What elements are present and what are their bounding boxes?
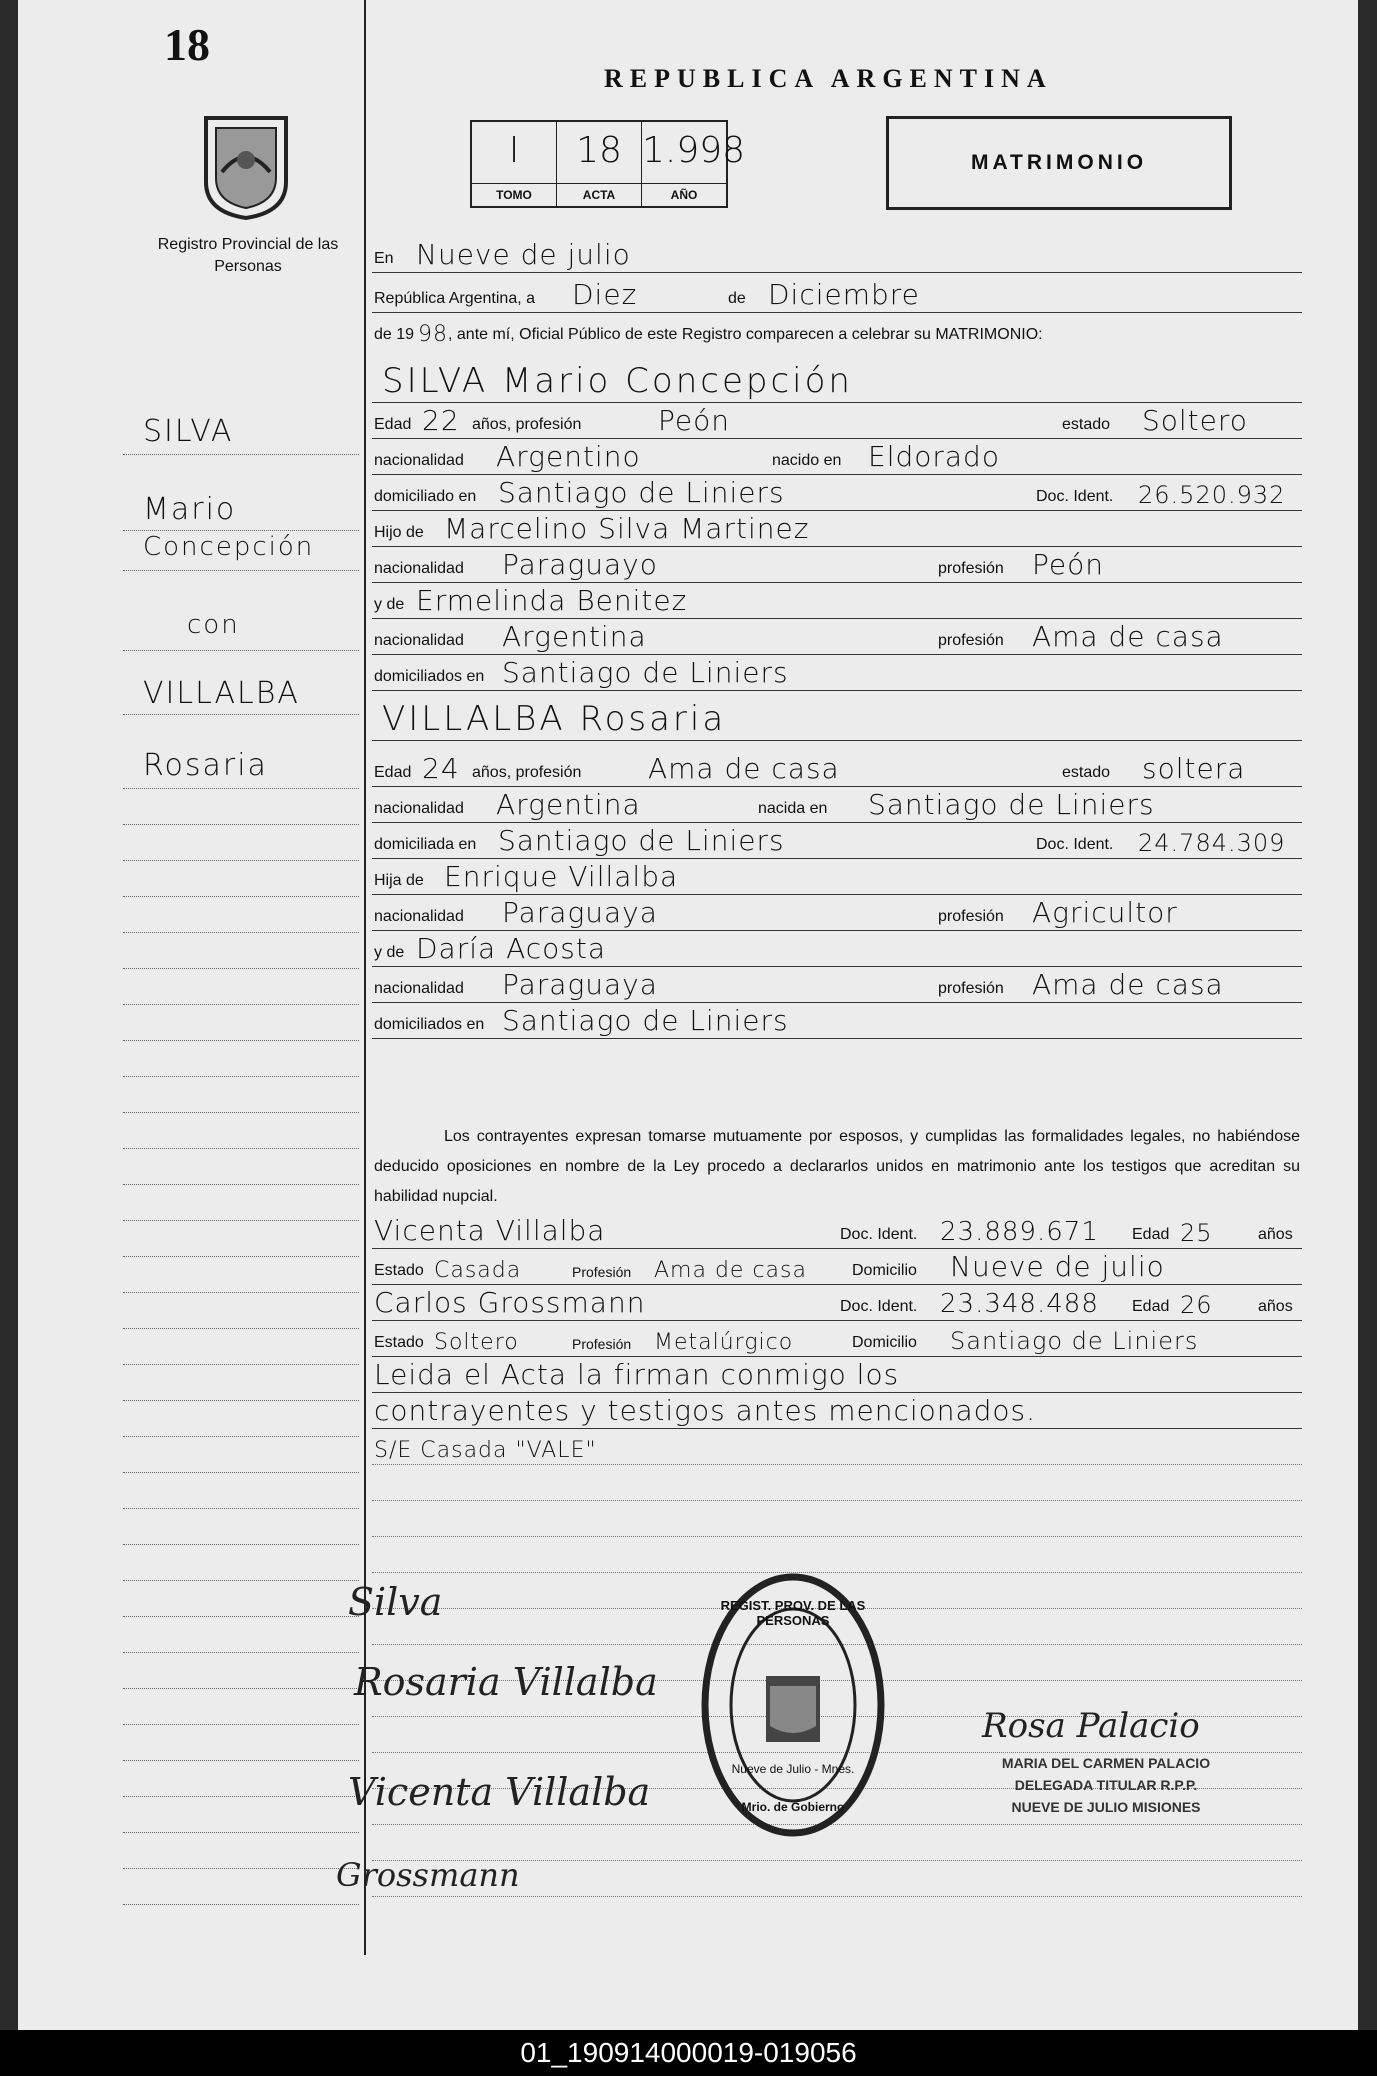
- anos-profesion-label: años, profesión: [472, 764, 582, 781]
- estado-label: Estado: [374, 1262, 424, 1279]
- bride-father-row: [372, 858, 1302, 895]
- registry-label: Registro Provincial de las Personas: [157, 236, 339, 275]
- margin-name: Concepción: [143, 532, 315, 562]
- nacido-label: nacido en: [772, 452, 842, 469]
- witness2-age: 26: [1180, 1291, 1213, 1319]
- margin-line: [123, 1364, 359, 1365]
- officer-name: MARIA DEL CARMEN PALACIO: [1001, 1755, 1211, 1771]
- yde-label: y de: [374, 944, 405, 961]
- margin-name: VILLALBA: [143, 676, 300, 711]
- doc-label: Doc. Ident.: [840, 1298, 918, 1315]
- margin-line: [123, 1256, 359, 1257]
- groom-doc: 26.520.932: [1138, 481, 1286, 509]
- provincial-crest-icon: [196, 112, 296, 222]
- acta-label: ACTA: [557, 183, 641, 206]
- edad-label: Edad: [374, 416, 412, 433]
- groom-name: SILVA Mario Concepción: [382, 361, 853, 401]
- bride-status: soltera: [1142, 752, 1246, 785]
- bride-age: 24: [422, 752, 460, 785]
- bride-mother-profession: Ama de casa: [1032, 968, 1224, 1001]
- groom-father-profession: Peón: [1032, 548, 1104, 581]
- witness2-profession: Metalúrgico: [654, 1330, 794, 1355]
- day-value: Diez: [572, 278, 638, 311]
- date-row: [372, 276, 1302, 313]
- year-label: de 19: [374, 326, 415, 343]
- margin-line: [123, 1184, 359, 1185]
- officer-title: DELEGADA TITULAR R.P.P.: [1014, 1777, 1198, 1793]
- witness2-doc: 23.348.488: [940, 1289, 1099, 1319]
- witness1-row: [372, 1212, 1302, 1249]
- groom-address: Santiago de Liniers: [498, 476, 785, 509]
- doc-label: Doc. Ident.: [1036, 488, 1114, 505]
- margin-line: [123, 1616, 359, 1617]
- witness2-detail-row: [372, 1320, 1302, 1357]
- groom-mother-detail-row: [372, 618, 1302, 655]
- witness2-status: Soltero: [434, 1330, 519, 1355]
- margin-line: [123, 454, 359, 455]
- groom-parents-address: Santiago de Liniers: [502, 656, 789, 689]
- nacionalidad-label: nacionalidad: [374, 560, 464, 577]
- bride-mother-detail-row: [372, 966, 1302, 1003]
- act-type-box: MATRIMONIO: [886, 116, 1232, 210]
- bride-birthplace: Santiago de Liniers: [868, 788, 1155, 821]
- margin-line: [123, 714, 359, 715]
- margin-line: [123, 1436, 359, 1437]
- groom-profession: Peón: [658, 404, 730, 437]
- domiciliados-label: domiciliados en: [374, 1016, 485, 1033]
- margin-line: [123, 1580, 359, 1581]
- margin-line: [123, 932, 359, 933]
- bride-address: Santiago de Liniers: [498, 824, 785, 857]
- bride-name-row: [372, 692, 1302, 741]
- margin-name: Mario: [143, 492, 237, 527]
- header-title: REPUBLICA ARGENTINA: [604, 64, 1053, 93]
- groom-mother: Ermelinda Benitez: [416, 584, 688, 617]
- bride-mother: Daría Acosta: [416, 932, 606, 965]
- month-value: Diciembre: [768, 278, 920, 311]
- nacionalidad-label: nacionalidad: [374, 632, 464, 649]
- groom-birthplace: Eldorado: [868, 440, 1000, 473]
- closing-row: [372, 1356, 1302, 1393]
- groom-name-row: [372, 358, 1302, 403]
- closing-row: [372, 1392, 1302, 1429]
- groom-father-nationality: Paraguayo: [502, 548, 658, 581]
- bride-nationality: Argentina: [496, 788, 641, 821]
- margin-line: [123, 1292, 359, 1293]
- de-label: de: [728, 290, 746, 307]
- estado-label: Estado: [374, 1334, 424, 1351]
- groom-age: 22: [422, 404, 460, 437]
- yde-label: y de: [374, 596, 405, 613]
- edad-label: Edad: [374, 764, 412, 781]
- seal-bottom-text: Mrio. de Gobierno: [741, 1800, 845, 1814]
- domiciliado-label: domiciliado en: [374, 488, 477, 505]
- witness1-doc: 23.889.671: [940, 1217, 1099, 1247]
- nacionalidad-label: nacionalidad: [374, 452, 464, 469]
- profesion-label: profesión: [938, 632, 1004, 649]
- anos-label: años: [1258, 1226, 1293, 1243]
- witness1-address: Nueve de julio: [950, 1250, 1165, 1283]
- estado-label: estado: [1062, 416, 1111, 433]
- profesion-label: profesión: [938, 980, 1004, 997]
- tomo-cell: [472, 122, 557, 206]
- margin-line: [123, 896, 359, 897]
- groom-father-detail-row: [372, 546, 1302, 583]
- margin-line: [123, 824, 359, 825]
- profesion-label: Profesión: [572, 1264, 632, 1280]
- witness1-signature: Vicenta Villalba: [348, 1770, 651, 1814]
- margin-name: SILVA: [143, 414, 234, 449]
- closing-line: Leida el Acta la firman conmigo los: [374, 1358, 900, 1391]
- hijo-label: Hijo de: [374, 524, 424, 541]
- margin-line: [123, 1076, 359, 1077]
- groom-mother-row: [372, 582, 1302, 619]
- ano-cell: [642, 122, 746, 206]
- margin-line: [123, 1544, 359, 1545]
- margin-line: [123, 860, 359, 861]
- margin-line: [123, 1472, 359, 1473]
- profesion-label: profesión: [938, 908, 1004, 925]
- officer-stamp: [946, 1752, 1266, 1818]
- margin-line: [123, 1040, 359, 1041]
- nacionalidad-label: nacionalidad: [374, 800, 464, 817]
- edad-label: Edad: [1132, 1298, 1170, 1315]
- declaration-text: Los contrayentes expresan tomarse mutuamente por esposos, y cumplidas las formalidades legales, no habiéndose deducido oposiciones en nombre de la Ley procedo a declararlos unidos en matrimonio ante los testigos que acreditan su habilidad nupcial.: [374, 1128, 1300, 1205]
- closing-line: contrayentes y testigos antes mencionados.: [374, 1394, 1037, 1427]
- officer-place: NUEVE DE JULIO MISIONES: [1011, 1799, 1201, 1815]
- edad-label: Edad: [1132, 1226, 1170, 1243]
- bride-father-profession: Agricultor: [1032, 896, 1178, 929]
- certificate-page: [18, 0, 1358, 2030]
- nacida-label: nacida en: [758, 800, 828, 817]
- margin-line: [123, 1796, 359, 1797]
- groom-status: Soltero: [1142, 404, 1248, 437]
- groom-address-row: [372, 474, 1302, 511]
- seal-inner-text: Nueve de Julio - Mnes.: [731, 1762, 855, 1776]
- witness2-address: Santiago de Liniers: [950, 1327, 1199, 1355]
- bride-mother-row: [372, 930, 1302, 967]
- witness1-age: 25: [1180, 1219, 1213, 1247]
- place-row: [372, 236, 1302, 273]
- book-reference-box: [470, 120, 746, 208]
- witness2-row: [372, 1284, 1302, 1321]
- margin-line: [123, 1724, 359, 1725]
- margin-line: [123, 1832, 359, 1833]
- domicilio-label: Domicilio: [852, 1334, 917, 1351]
- tomo-value: I: [508, 130, 520, 171]
- groom-parents-address-row: [372, 654, 1302, 691]
- blank-line: [372, 1500, 1302, 1501]
- acta-value: 18: [576, 130, 622, 171]
- bride-parents-address-row: [372, 1002, 1302, 1039]
- margin-line: [123, 1328, 359, 1329]
- margin-name: Rosaria: [143, 748, 268, 783]
- doc-label: Doc. Ident.: [1036, 836, 1114, 853]
- intro-text: , ante mí, Oficial Público de este Registro comparecen a celebrar su MATRIMONIO:: [448, 326, 1043, 343]
- acta-cell: [557, 122, 642, 206]
- intro-row: [372, 316, 1302, 348]
- bride-signature: Rosaria Villalba: [354, 1660, 658, 1704]
- margin-line: [123, 1652, 359, 1653]
- bride-address-row: [372, 822, 1302, 859]
- en-label: En: [374, 250, 394, 267]
- ano-value: 1.998: [642, 130, 746, 171]
- domiciliada-label: domiciliada en: [374, 836, 477, 853]
- nacionalidad-label: nacionalidad: [374, 908, 464, 925]
- seal-ring-text: REGIST. PROV. DE LAS PERSONAS: [720, 1598, 866, 1628]
- witness2-name: Carlos Grossmann: [374, 1286, 646, 1319]
- margin-name: con: [187, 610, 240, 640]
- bride-profession: Ama de casa: [648, 752, 840, 785]
- bride-father-nationality: Paraguaya: [502, 896, 658, 929]
- witness1-name: Vicenta Villalba: [374, 1214, 606, 1247]
- margin-line: [123, 1760, 359, 1761]
- margin-line: [123, 1148, 359, 1149]
- domiciliados-label: domiciliados en: [374, 668, 485, 685]
- place-value: Nueve de julio: [416, 238, 631, 271]
- bride-mother-nationality: Paraguaya: [502, 968, 658, 1001]
- anos-profesion-label: años, profesión: [472, 416, 582, 433]
- bride-parents-address: Santiago de Liniers: [502, 1004, 789, 1037]
- nacionalidad-label: nacionalidad: [374, 980, 464, 997]
- witness1-status: Casada: [434, 1258, 522, 1283]
- groom-father: Marcelino Silva Martinez: [444, 512, 810, 545]
- ano-label: AÑO: [642, 183, 726, 206]
- margin-column: [123, 414, 359, 1954]
- closing-line: S/E Casada "VALE": [374, 1438, 597, 1463]
- domicilio-label: Domicilio: [852, 1262, 917, 1279]
- margin-line: [123, 1904, 359, 1905]
- margin-line: [123, 1688, 359, 1689]
- groom-age-row: [372, 402, 1302, 439]
- profesion-label: Profesión: [572, 1336, 632, 1352]
- blank-line: [372, 1536, 1302, 1537]
- groom-nationality: Argentino: [496, 440, 641, 473]
- margin-line: [123, 530, 359, 531]
- page-number: 18: [164, 19, 210, 70]
- witness2-signature: Grossmann: [336, 1856, 520, 1894]
- groom-mother-nationality: Argentina: [502, 620, 647, 653]
- bride-name: VILLALBA Rosaria: [382, 699, 727, 739]
- margin-line: [123, 570, 359, 571]
- bride-doc: 24.784.309: [1138, 829, 1286, 857]
- blank-line: [372, 1896, 1302, 1897]
- witness1-detail-row: [372, 1248, 1302, 1285]
- bride-nationality-row: [372, 786, 1302, 823]
- margin-line: [123, 1868, 359, 1869]
- year-value: 98: [418, 322, 448, 347]
- bride-father-detail-row: [372, 894, 1302, 931]
- officer-signature: Rosa Palacio: [982, 1706, 1200, 1746]
- estado-label: estado: [1062, 764, 1111, 781]
- groom-mother-profession: Ama de casa: [1032, 620, 1224, 653]
- witness1-profession: Ama de casa: [654, 1258, 807, 1283]
- republic-label: República Argentina, a: [374, 290, 535, 307]
- doc-label: Doc. Ident.: [840, 1226, 918, 1243]
- margin-line: [123, 1112, 359, 1113]
- margin-line: [123, 1508, 359, 1509]
- margin-line: [123, 650, 359, 651]
- groom-father-row: [372, 510, 1302, 547]
- margin-line: [123, 1220, 359, 1221]
- groom-signature: Silva: [348, 1580, 443, 1624]
- document-id-bar: 01_190914000019-019056: [0, 2030, 1377, 2076]
- closing-row: [372, 1428, 1302, 1465]
- profesion-label: profesión: [938, 560, 1004, 577]
- margin-line: [123, 1004, 359, 1005]
- groom-nationality-row: [372, 438, 1302, 475]
- tomo-label: TOMO: [472, 183, 556, 206]
- hija-label: Hija de: [374, 872, 424, 889]
- margin-line: [123, 968, 359, 969]
- bride-age-row: [372, 750, 1302, 787]
- anos-label: años: [1258, 1298, 1293, 1315]
- bride-father: Enrique Villalba: [444, 860, 679, 893]
- margin-line: [123, 788, 359, 789]
- margin-line: [123, 1400, 359, 1401]
